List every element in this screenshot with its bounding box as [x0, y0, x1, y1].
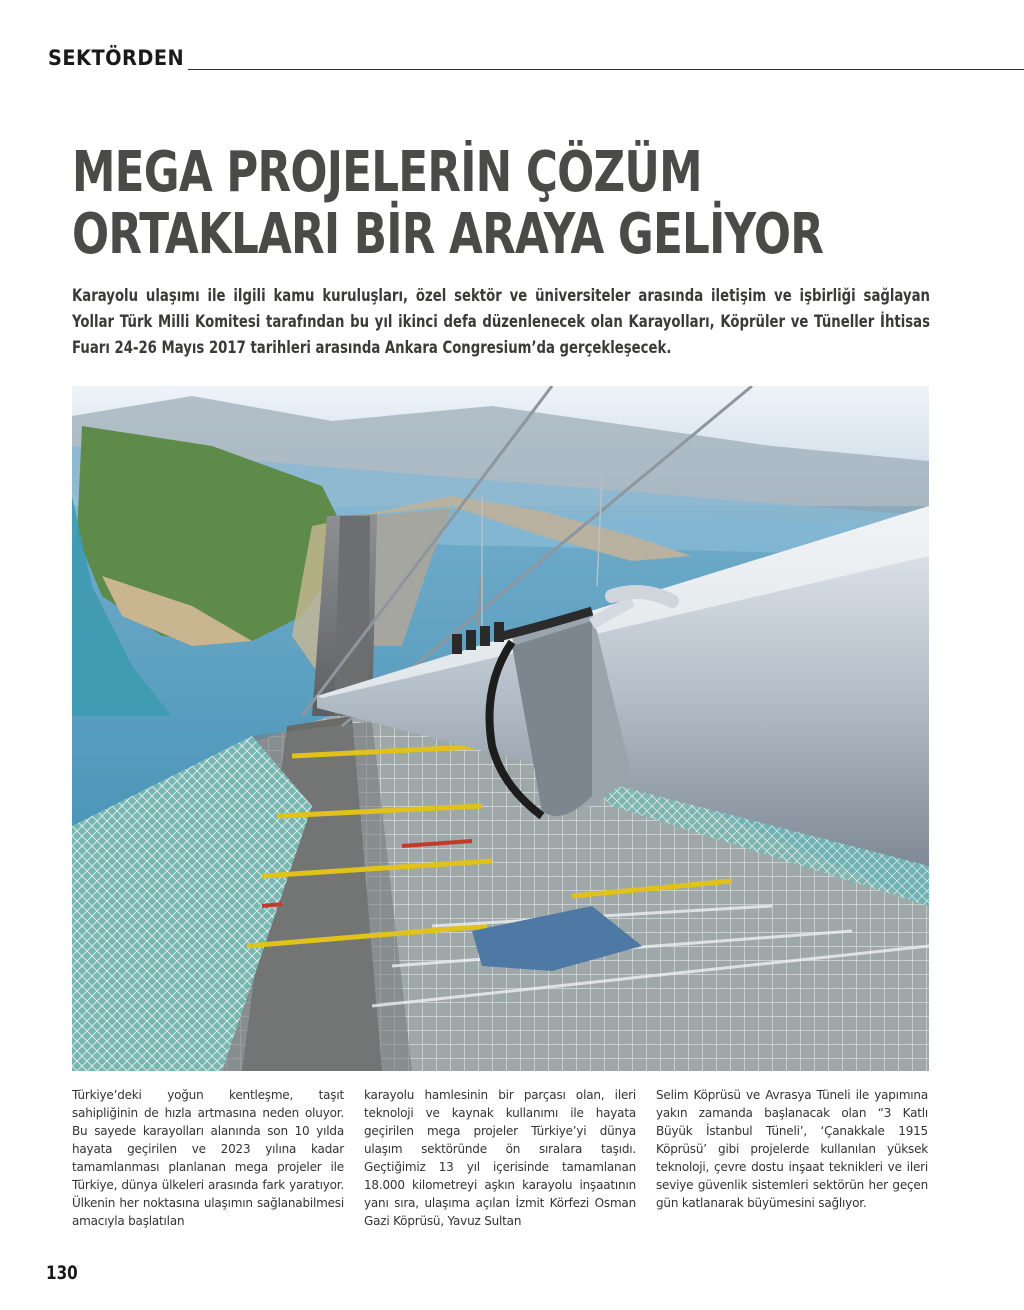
body-column-3: Selim Köprüsü ve Avrasya Tüneli ile yapımına yakın zamanda başlanacak olan “3 Katlı Büyük İstanbul Tüneli’, ‘Çanakkale 1915 Köprüsü’ gibi projelerde kullanılan yüksek teknoloji, çevre dostu inşaat teknikleri ve ileri seviye güvenlik sistemleri sektörün her geçen gün katlanarak büyümesini sağlıyor.	[656, 1088, 928, 1210]
body-column-1: Türkiye’deki yoğun kentleşme, taşıt sahipliğinin de hızla artmasına neden oluyor. Bu sayede karayolları alanında son 10 yılda hayata geçirilen ve 2023 yılına kadar tamamlanması planlanan mega projeler ile Türkiye, dünya ülkeleri arasında fark yaratıyor. Ülkenin her noktasına ulaşımın sağlanabilmesi amacıyla başlatılan	[72, 1088, 344, 1228]
bridge-photo-illustration	[72, 386, 929, 1071]
bridge-photo	[72, 386, 929, 1071]
article-lead: Karayolu ulaşımı ile ilgili kamu kuruluşları, özel sektör ve üniversiteler arasında iletişim ve işbirliği sağlayan Yollar Türk Milli Komitesi tarafından bu yıl ikinci defa düzenlenecek olan Karayolları, Köprüler ve Tüneller İhtisas Fuarı 24-26 Mayıs 2017 tarihleri arasında Ankara Congresium’da gerçekleşecek.	[72, 286, 930, 358]
headline-line-2: ORTAKLARI BİR ARAYA GELİYOR	[72, 202, 824, 267]
headline-line-1: MEGA PROJELERİN ÇÖZÜM	[72, 140, 702, 205]
page-number: 130	[46, 1262, 78, 1284]
section-label: SEKTÖRDEN	[48, 46, 185, 70]
body-column-2: karayolu hamlesinin bir parçası olan, ileri teknoloji ve kaynak kullanımı ile hayata geçirilen mega projeler Türkiye’yi dünya ulaşım sektöründe ön sıralara taşıdı. Geçtiğimiz 13 yıl içerisinde tamamlanan 18.000 kilometreyi aşkın karayolu inşaatının yanı sıra, ulaşıma açılan İzmit Körfezi Osman Gazi Köprüsü, Yavuz Sultan	[364, 1088, 636, 1228]
article-headline	[72, 142, 823, 266]
section-divider	[188, 69, 1024, 70]
